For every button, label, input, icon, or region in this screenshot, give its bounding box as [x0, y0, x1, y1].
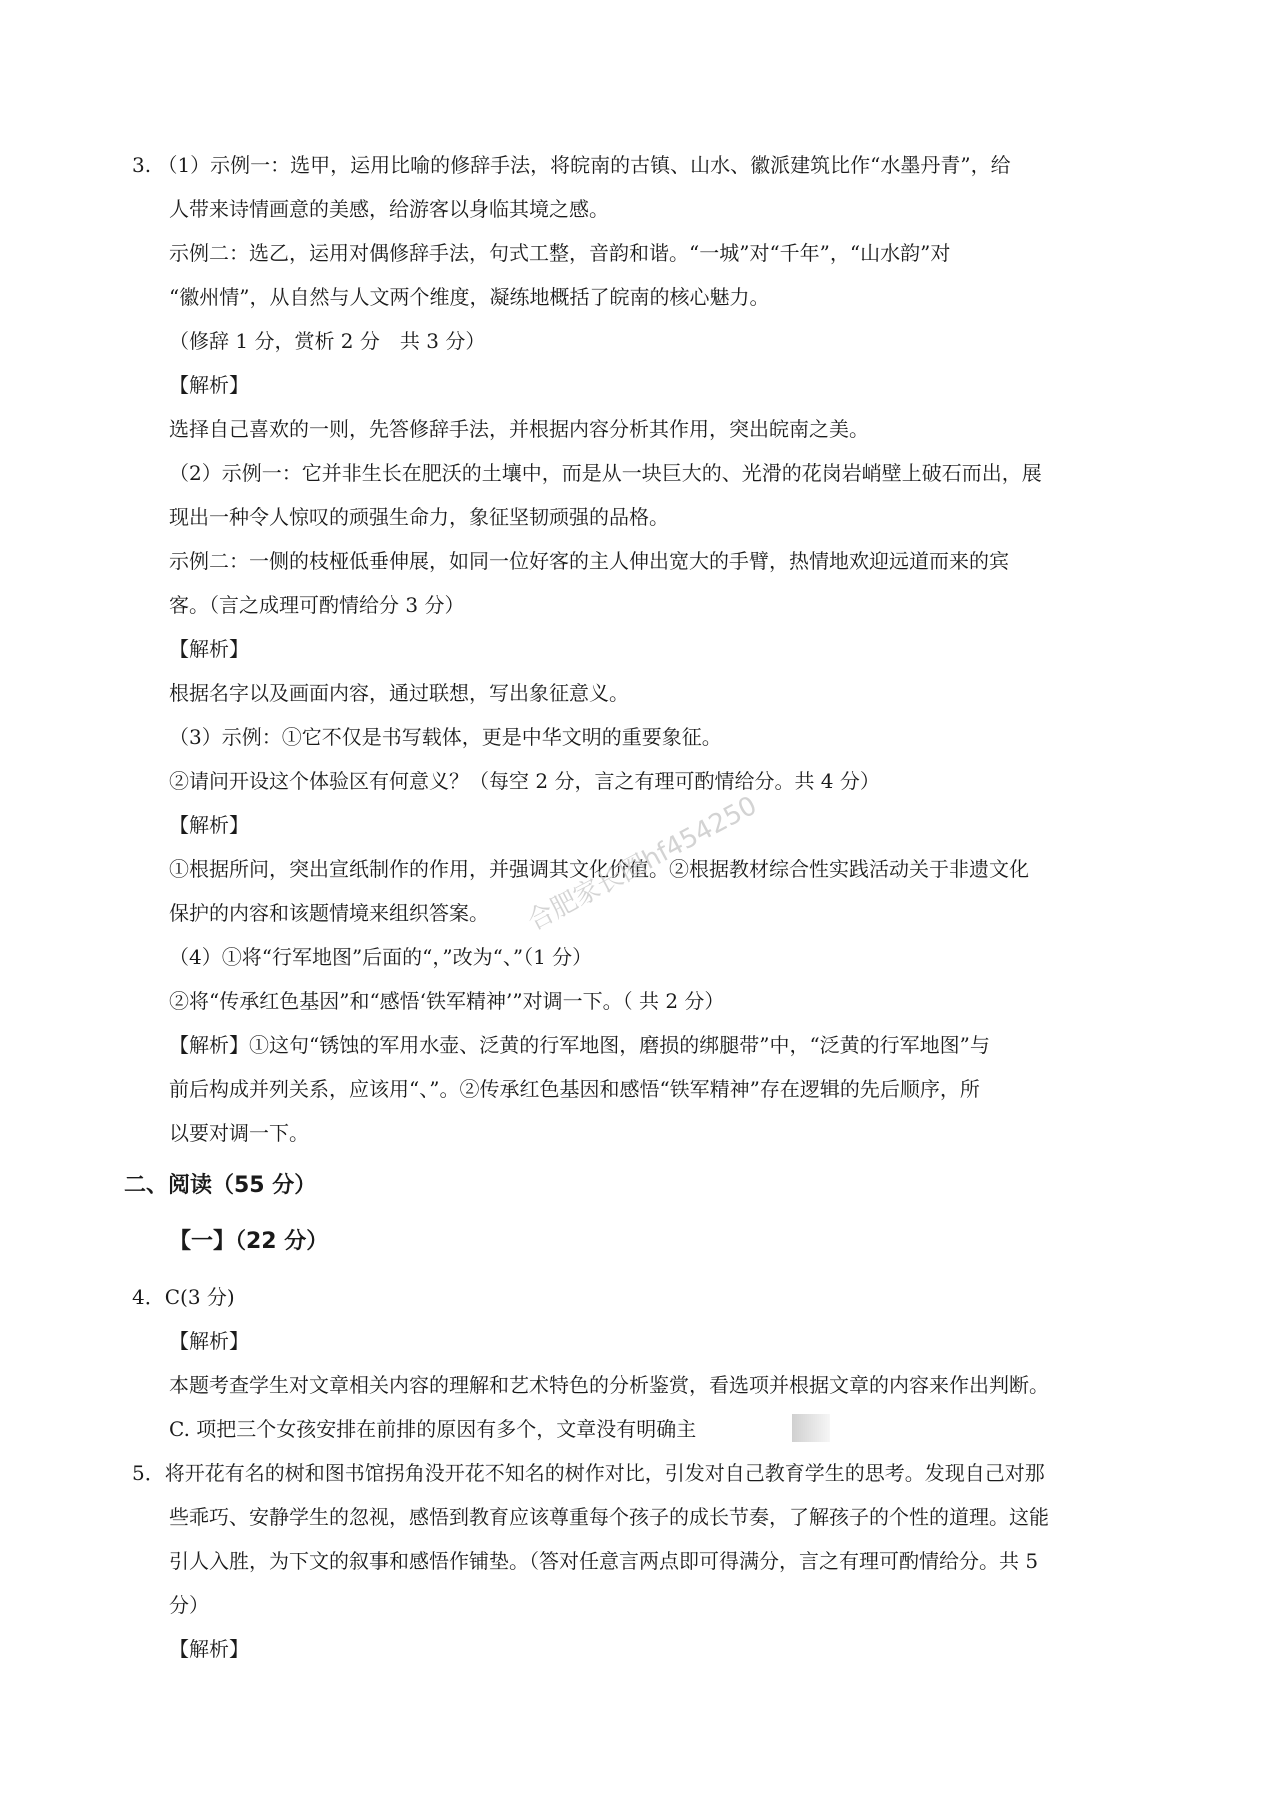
text-line: ①根据所问，突出宣纸制作的作用，并强调其文化价值。②根据教材综合性实践活动关于非遗文化	[169, 857, 1029, 881]
text-line: 3. （1）示例一：选甲，运用比喻的修辞手法，将皖南的古镇、山水、徽派建筑比作“水墨丹青”，给	[132, 153, 1011, 177]
text-line: （修辞 1 分，赏析 2 分 共 3 分）	[169, 329, 486, 353]
text-line: 示例二：选乙，运用对偶修辞手法，句式工整，音韵和谐。“一城”对“千年”，“山水韵”对	[169, 241, 951, 265]
text-line: 现出一种令人惊叹的顽强生命力，象征坚韧顽强的品格。	[169, 505, 669, 529]
redacted-patch	[792, 1414, 830, 1442]
analysis-label: 【解析】	[169, 1329, 249, 1353]
text-line: 示例二：一侧的枝桠低垂伸展，如同一位好客的主人伸出宽大的手臂，热情地欢迎远道而来的宾	[169, 549, 1009, 573]
text-line: 5．将开花有名的树和图书馆拐角没开花不知名的树作对比，引发对自己教育学生的思考。发现自己对那	[132, 1461, 1045, 1485]
text-line: （2）示例一：它并非生长在肥沃的土壤中，而是从一块巨大的、光滑的花岗岩峭壁上破石而出，展	[169, 461, 1042, 485]
text-line: 【解析】①这句“锈蚀的军用水壶、泛黄的行军地图，磨损的绑腿带”中，“泛黄的行军地图”与	[169, 1033, 990, 1057]
text-line: ②将“传承红色基因”和“感悟‘铁军精神’”对调一下。（ 共 2 分）	[169, 989, 725, 1013]
text-line: 些乖巧、安静学生的忽视，感悟到教育应该尊重每个孩子的成长节奏，了解孩子的个性的道理。这能	[169, 1505, 1049, 1529]
text-line: 4．C(3 分)	[132, 1285, 235, 1309]
text-line: 保护的内容和该题情境来组织答案。	[169, 901, 489, 925]
text-line: （4）①将“行军地图”后面的“，”改为“、”（1 分）	[169, 945, 593, 969]
section-heading-reading: 二、阅读（55 分）	[124, 1173, 317, 1198]
text-line: 分）	[169, 1593, 209, 1617]
text-line: 选择自己喜欢的一则，先答修辞手法，并根据内容分析其作用，突出皖南之美。	[169, 417, 869, 441]
analysis-label: 【解析】	[169, 1637, 249, 1661]
text-line: 引人入胜，为下文的叙事和感悟作铺垫。（答对任意言两点即可得满分，言之有理可酌情给分。共 5	[169, 1549, 1039, 1573]
text-line: 前后构成并列关系，应该用“、”。②传承红色基因和感悟“铁军精神”存在逻辑的先后顺序，所	[169, 1077, 980, 1101]
text-line: C. 项把三个女孩安排在前排的原因有多个，文章没有明确主	[169, 1417, 697, 1441]
analysis-label: 【解析】	[169, 373, 249, 397]
text-line: （3）示例：①它不仅是书写载体，更是中华文明的重要象征。	[169, 725, 722, 749]
analysis-label: 【解析】	[169, 637, 249, 661]
text-line: “徽州情”，从自然与人文两个维度，凝练地概括了皖南的核心魅力。	[169, 285, 770, 309]
watermark: 合肥家长圈hf454250	[522, 790, 762, 937]
text-line: 人带来诗情画意的美感，给游客以身临其境之感。	[169, 197, 609, 221]
analysis-label: 【解析】	[169, 813, 249, 837]
text-line: ②请问开设这个体验区有何意义？（每空 2 分，言之有理可酌情给分。共 4 分）	[169, 769, 880, 793]
text-line: 根据名字以及画面内容，通过联想，写出象征意义。	[169, 681, 629, 705]
text-line: 以要对调一下。	[169, 1121, 309, 1145]
subsection-heading: 【一】（22 分）	[169, 1229, 329, 1254]
text-line: 客。（言之成理可酌情给分 3 分）	[169, 593, 465, 617]
text-line: 本题考查学生对文章相关内容的理解和艺术特色的分析鉴赏，看选项并根据文章的内容来作出判断。	[169, 1373, 1049, 1397]
